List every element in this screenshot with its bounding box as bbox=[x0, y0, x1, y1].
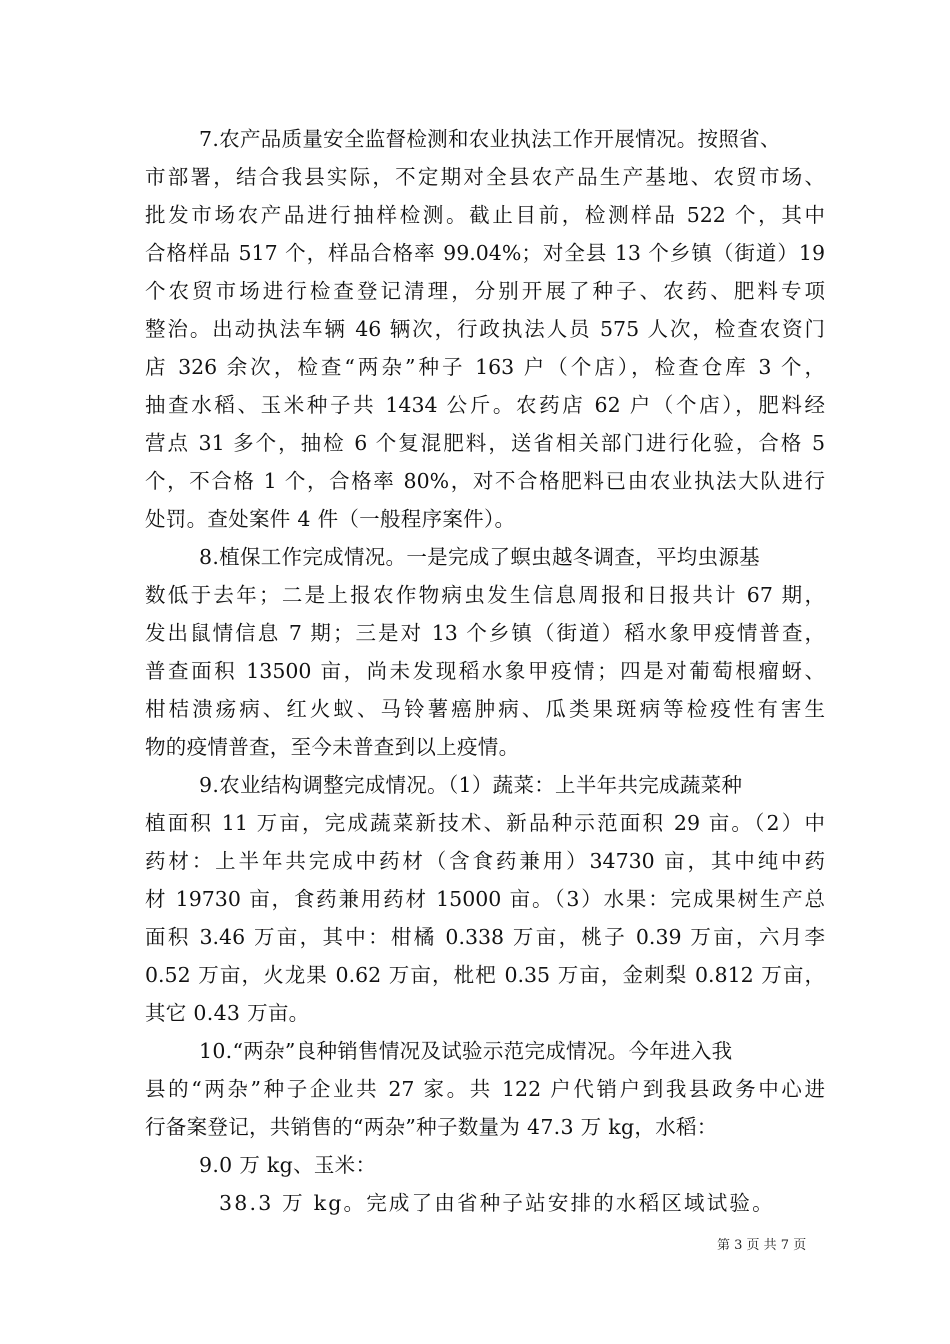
text-line: 柑桔溃疡病、红火蚁、马铃薯癌肿病、瓜类果斑病等检疫性有害生 bbox=[145, 697, 825, 721]
text-line: 整治。出动执法车辆 46 辆次，行政执法人员 575 人次，检查农资门 bbox=[145, 317, 825, 341]
text-line: 9.农业结构调整完成情况。（1）蔬菜：上半年共完成蔬菜种 bbox=[199, 773, 743, 797]
text-line: 面积 3.46 万亩，其中：柑橘 0.338 万亩，桃子 0.39 万亩，六月李 bbox=[145, 925, 825, 949]
text-line: 个，不合格 1 个，合格率 80%，对不合格肥料已由农业执法大队进行 bbox=[145, 469, 825, 493]
text-line: 批发市场农产品进行抽样检测。截止目前，检测样品 522 个，其中 bbox=[145, 203, 825, 227]
text-line: 抽查水稻、玉米种子共 1434 公斤。农药店 62 户（个店），肥料经 bbox=[145, 393, 825, 417]
text-line: 营点 31 多个，抽检 6 个复混肥料，送省相关部门进行化验，合格 5 bbox=[145, 431, 825, 455]
text-line: 物的疫情普查，至今未普查到以上疫情。 bbox=[145, 735, 520, 759]
text-line: 7.农产品质量安全监督检测和农业执法工作开展情况。按照省、 bbox=[199, 127, 781, 151]
text-line: 市部署，结合我县实际，不定期对全县农产品生产基地、农贸市场、 bbox=[145, 165, 825, 189]
text-line: 0.52 万亩，火龙果 0.62 万亩，枇杷 0.35 万亩，金刺梨 0.812 万亩， bbox=[145, 963, 825, 987]
text-line: 个农贸市场进行检查登记清理，分别开展了种子、农药、肥料专项 bbox=[145, 279, 825, 303]
text-line: 9.0 万 kg、玉米： bbox=[199, 1153, 377, 1177]
text-line: 材 19730 亩，食药兼用药材 15000 亩。（3）水果：完成果树生产总 bbox=[145, 887, 825, 911]
text-line: 10.“两杂”良种销售情况及试验示范完成情况。今年进入我 bbox=[199, 1039, 733, 1063]
text-line: 38.3 万 kg。完成了由省种子站安排的水稻区域试验。 bbox=[219, 1191, 775, 1215]
text-line: 8.植保工作完成情况。一是完成了螟虫越冬调查，平均虫源基 bbox=[199, 545, 760, 569]
text-line: 普查面积 13500 亩，尚未发现稻水象甲疫情；四是对葡萄根瘤蚜、 bbox=[145, 659, 825, 683]
text-line: 合格样品 517 个，样品合格率 99.04%；对全县 13 个乡镇（街道）19 bbox=[145, 241, 825, 265]
text-line: 数低于去年；二是上报农作物病虫发生信息周报和日报共计 67 期， bbox=[145, 583, 825, 607]
text-line: 店 326 余次，检查“两杂”种子 163 户（个店），检查仓库 3 个， bbox=[145, 355, 825, 379]
text-line: 处罚。查处案件 4 件（一般程序案件）。 bbox=[145, 507, 516, 531]
text-line: 发出鼠情信息 7 期；三是对 13 个乡镇（街道）稻水象甲疫情普查， bbox=[145, 621, 825, 645]
text-line: 植面积 11 万亩，完成蔬菜新技术、新品种示范面积 29 亩。（2）中 bbox=[145, 811, 825, 835]
text-line: 县的“两杂”种子企业共 27 家。共 122 户代销户到我县政务中心进 bbox=[145, 1077, 825, 1101]
text-line: 其它 0.43 万亩。 bbox=[145, 1001, 310, 1025]
page-number-footer: 第 3 页 共 7 页 bbox=[717, 1238, 807, 1253]
text-line: 药材：上半年共完成中药材（含食药兼用）34730 亩，其中纯中药 bbox=[145, 849, 825, 873]
text-line: 行备案登记，共销售的“两杂”种子数量为 47.3 万 kg，水稻： bbox=[145, 1115, 718, 1139]
